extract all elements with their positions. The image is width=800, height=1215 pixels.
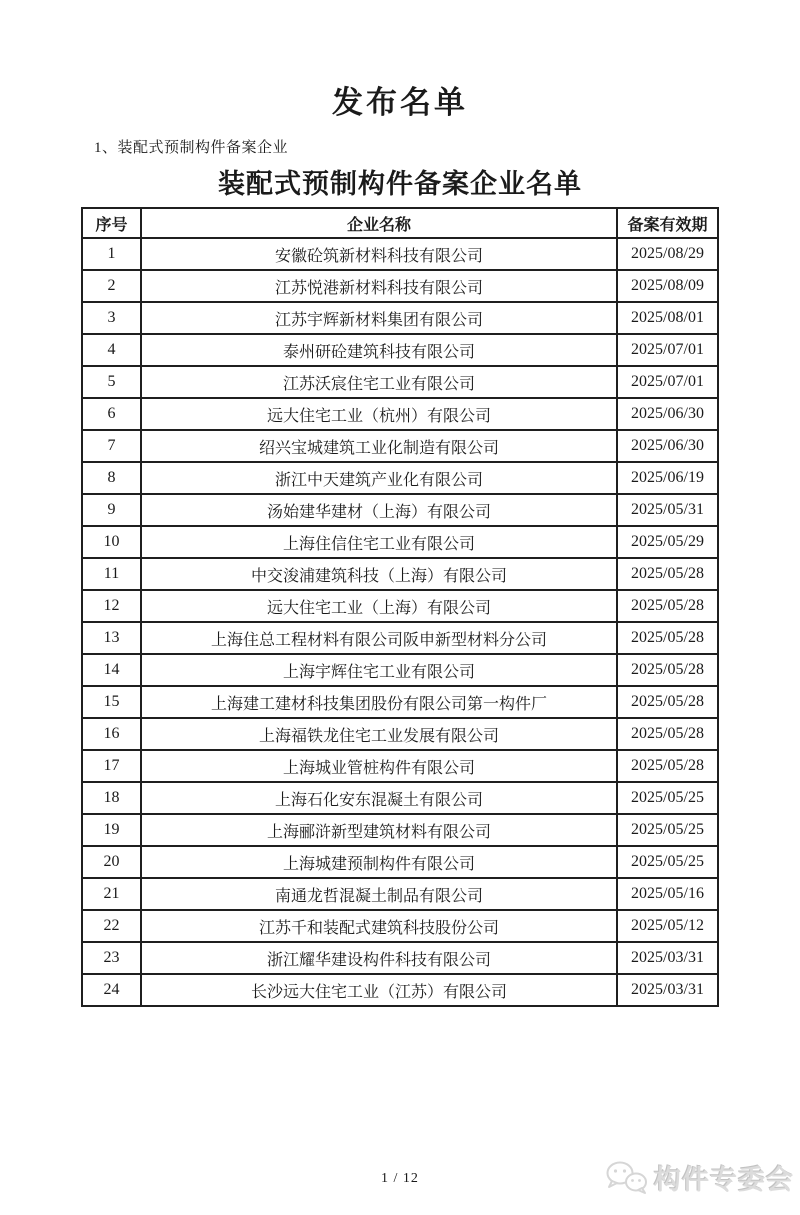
company-name: 上海郦浒新型建筑材料有限公司 [141,814,617,846]
section-label: 1、装配式预制构件备案企业 [94,140,289,157]
table-row [82,398,718,430]
row-number: 20 [82,846,141,878]
record-valid-date: 2025/05/16 [617,878,718,910]
row-number: 5 [82,366,141,398]
header-cell-name: 企业名称 [141,208,617,238]
company-name: 上海建工建材科技集团股份有限公司第一构件厂 [141,686,617,718]
table-row [82,846,718,878]
table-row [82,942,718,974]
record-valid-date: 2025/07/01 [617,334,718,366]
record-valid-date: 2025/05/25 [617,782,718,814]
company-name: 绍兴宝城建筑工业化制造有限公司 [141,430,617,462]
table-row [82,974,718,1006]
record-valid-date: 2025/03/31 [617,974,718,1006]
company-name: 泰州研砼建筑科技有限公司 [141,334,617,366]
table-row [82,590,718,622]
row-number: 16 [82,718,141,750]
record-valid-date: 2025/05/28 [617,558,718,590]
record-valid-date: 2025/05/25 [617,814,718,846]
row-number: 13 [82,622,141,654]
table-row [82,910,718,942]
row-number: 15 [82,686,141,718]
table-row [82,654,718,686]
row-number: 2 [82,270,141,302]
record-valid-date: 2025/05/12 [617,910,718,942]
table-row [82,878,718,910]
row-number: 14 [82,654,141,686]
table-row [82,718,718,750]
record-valid-date: 2025/05/28 [617,590,718,622]
wechat-logo-icon [605,1160,649,1196]
table-header-row [82,208,718,238]
company-name: 上海住信住宅工业有限公司 [141,526,617,558]
company-name: 上海福铁龙住宅工业发展有限公司 [141,718,617,750]
company-name: 安徽砼筑新材料科技有限公司 [141,238,617,270]
record-valid-date: 2025/05/25 [617,846,718,878]
row-number: 21 [82,878,141,910]
company-name: 江苏千和装配式建筑科技股份公司 [141,910,617,942]
record-valid-date: 2025/06/30 [617,398,718,430]
company-name: 远大住宅工业（杭州）有限公司 [141,398,617,430]
header-cell-date: 备案有效期 [617,208,718,238]
row-number: 19 [82,814,141,846]
row-number: 6 [82,398,141,430]
page-title: 发布名单 [332,85,468,120]
record-valid-date: 2025/05/28 [617,750,718,782]
row-number: 10 [82,526,141,558]
table-row [82,462,718,494]
table-row [82,814,718,846]
record-valid-date: 2025/03/31 [617,942,718,974]
company-name: 上海石化安东混凝土有限公司 [141,782,617,814]
row-number: 22 [82,910,141,942]
record-valid-date: 2025/06/30 [617,430,718,462]
company-name: 上海城业管桩构件有限公司 [141,750,617,782]
record-valid-date: 2025/06/19 [617,462,718,494]
table-row [82,686,718,718]
company-name: 远大住宅工业（上海）有限公司 [141,590,617,622]
row-number: 23 [82,942,141,974]
row-number: 8 [82,462,141,494]
watermark-label: 构件专委会 [654,1165,794,1195]
company-name: 江苏沃宸住宅工业有限公司 [141,366,617,398]
table-row [82,782,718,814]
record-valid-date: 2025/08/09 [617,270,718,302]
row-number: 12 [82,590,141,622]
company-name: 江苏悦港新材料科技有限公司 [141,270,617,302]
company-name: 上海住总工程材料有限公司阪申新型材料分公司 [141,622,617,654]
row-number: 1 [82,238,141,270]
table-header [82,208,718,238]
table-row [82,334,718,366]
company-name: 浙江中天建筑产业化有限公司 [141,462,617,494]
watermark [605,1158,794,1197]
row-number: 17 [82,750,141,782]
table-row [82,558,718,590]
row-number: 3 [82,302,141,334]
record-valid-date: 2025/07/01 [617,366,718,398]
record-valid-date: 2025/05/28 [617,718,718,750]
record-valid-date: 2025/05/31 [617,494,718,526]
table-row [82,302,718,334]
table-title: 装配式预制构件备案企业名单 [218,169,582,200]
company-name: 上海宇辉住宅工业有限公司 [141,654,617,686]
company-name: 江苏宇辉新材料集团有限公司 [141,302,617,334]
record-valid-date: 2025/05/28 [617,654,718,686]
row-number: 7 [82,430,141,462]
table-row [82,622,718,654]
company-name: 浙江耀华建设构件科技有限公司 [141,942,617,974]
table-body [82,238,718,1006]
company-name: 长沙远大住宅工业（江苏）有限公司 [141,974,617,1006]
row-number: 11 [82,558,141,590]
record-valid-date: 2025/08/29 [617,238,718,270]
record-valid-date: 2025/05/28 [617,622,718,654]
company-name: 汤始建华建材（上海）有限公司 [141,494,617,526]
company-name: 上海城建预制构件有限公司 [141,846,617,878]
footer-page-number: 1 / 12 [381,1171,419,1186]
table-row [82,366,718,398]
record-valid-date: 2025/05/28 [617,686,718,718]
table-row [82,750,718,782]
header-cell-no: 序号 [82,208,141,238]
record-valid-date: 2025/05/29 [617,526,718,558]
table-row [82,238,718,270]
row-number: 24 [82,974,141,1006]
table-row [82,494,718,526]
record-valid-date: 2025/08/01 [617,302,718,334]
table-row [82,526,718,558]
row-number: 9 [82,494,141,526]
row-number: 18 [82,782,141,814]
table-row [82,430,718,462]
table-row [82,270,718,302]
record-table [81,207,719,1007]
row-number: 4 [82,334,141,366]
company-name: 南通龙哲混凝土制品有限公司 [141,878,617,910]
company-name: 中交浚浦建筑科技（上海）有限公司 [141,558,617,590]
